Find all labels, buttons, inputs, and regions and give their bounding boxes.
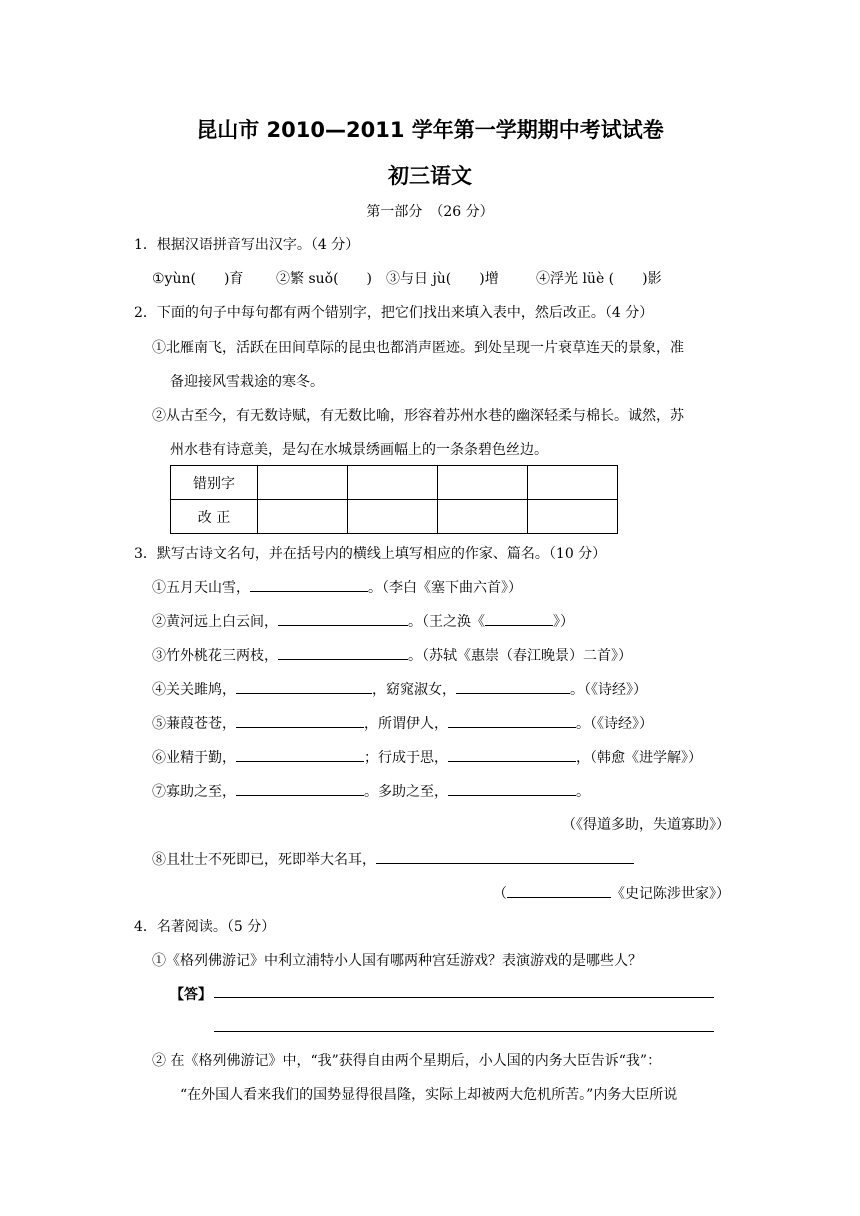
fill-blank[interactable] [250, 577, 368, 592]
q4-question-2a: ② 在《格列佛游记》中，“我”获得自由两个星期后，小人国的内务大臣告诉“我”： [152, 1053, 662, 1069]
q3-line-1: ①五月天山雪， 。（李白《塞下曲六首》） [152, 577, 522, 598]
answer-cell[interactable] [258, 466, 348, 500]
correction-table [170, 465, 618, 534]
q2-sentence-2a: ②从古至今，有无数诗赋，有无数比喻，形容着苏州水巷的幽深轻柔与棉长。诚然，苏 [152, 408, 684, 424]
q1-item-3: ③与日 jù( )增 [386, 271, 499, 287]
fill-blank[interactable] [278, 611, 408, 626]
q3-line-2: ②黄河远上白云间， 。（王之涣《 》） [152, 611, 574, 632]
q3-source-8: （ 《史记陈涉世家》） [0, 883, 730, 904]
answer-cell[interactable] [528, 466, 618, 500]
answer-cell[interactable] [438, 500, 528, 534]
fill-blank[interactable] [448, 747, 576, 762]
fill-blank[interactable] [236, 713, 364, 728]
answer-cell[interactable] [258, 500, 348, 534]
q3-source-7: （《得道多助，失道寡助》） [562, 817, 730, 833]
answer-cell[interactable] [348, 500, 438, 534]
exam-title: 昆山市 2010—2011 学年第一学期期中考试试卷 [196, 118, 664, 142]
q2-sentence-1b: 备迎接风雪栽途的寒冬。 [170, 374, 324, 390]
fill-blank[interactable] [236, 781, 364, 796]
fill-blank[interactable] [456, 679, 570, 694]
q3-line-8: ⑧且壮士不死即已，死即举大名耳， [152, 849, 634, 870]
q1-item-1: ①yùn( )育 [152, 271, 244, 287]
fill-blank[interactable] [485, 611, 553, 626]
answer-cell[interactable] [348, 466, 438, 500]
q3-line-7: ⑦寡助之至， 。多助之至， 。 [152, 781, 590, 802]
answer-cell[interactable] [438, 466, 528, 500]
table-label-wrong: 错别字 [171, 466, 258, 500]
table-label-fix: 改 正 [171, 500, 258, 534]
part-heading: 第一部分 （26 分） [366, 204, 494, 220]
fill-blank[interactable] [507, 883, 611, 898]
q4-question-1: ①《格列佛游记》中利立浦特小人国有哪两种宫廷游戏？表演游戏的是哪些人？ [152, 953, 642, 969]
q2-sentence-2b: 州水巷有诗意美，是勾在水城景绣画幅上的一条条碧色丝边。 [170, 442, 548, 458]
fill-blank[interactable] [236, 679, 372, 694]
exam-subtitle: 初三语文 [388, 164, 472, 188]
q3-line-6: ⑥业精于勤， ；行成于思， ，（韩愈《进学解》） [152, 747, 702, 768]
q3-line-3: ③竹外桃花三两枝， 。（苏轼《惠崇（春江晚景）二首》） [152, 645, 632, 666]
q2-stem: 2．下面的句子中每句都有两个错别字，把它们找出来填入表中，然后改正。（4 分） [134, 305, 654, 321]
q4-stem: 4．名著阅读。（5 分） [134, 919, 276, 935]
q1-item-2: ②繁 suǒ( ) [276, 271, 373, 287]
q2-sentence-1a: ①北雁南飞，活跃在田间草际的昆虫也都消声匿迹。到处呈现一片衰草连天的景象，准 [152, 340, 684, 356]
answer-line[interactable] [214, 1031, 714, 1032]
fill-blank[interactable] [278, 645, 408, 660]
answer-label: 【答】 [170, 987, 212, 1003]
q1-stem: 1．根据汉语拼音写出汉字。（4 分） [134, 237, 360, 253]
fill-blank[interactable] [236, 747, 364, 762]
q3-line-5: ⑤蒹葭苍苍， ，所谓伊人， 。（《诗经》） [152, 713, 653, 734]
fill-blank[interactable] [448, 713, 576, 728]
fill-blank[interactable] [376, 849, 634, 864]
q3-stem: 3．默写古诗文名句，并在括号内的横线上填写相应的作家、篇名。（10 分） [134, 546, 607, 562]
answer-cell[interactable] [528, 500, 618, 534]
q4-question-2b: “在外国人看来我们的国势显得很昌隆，实际上却被两大危机所苦。”内务大臣所说 [180, 1087, 678, 1103]
answer-line[interactable] [214, 997, 714, 998]
fill-blank[interactable] [448, 781, 576, 796]
q3-line-4: ④关关雎鸠， ，窈窕淑女， 。（《诗经》） [152, 679, 647, 700]
q1-item-4: ④浮光 lüè ( )影 [536, 271, 662, 287]
